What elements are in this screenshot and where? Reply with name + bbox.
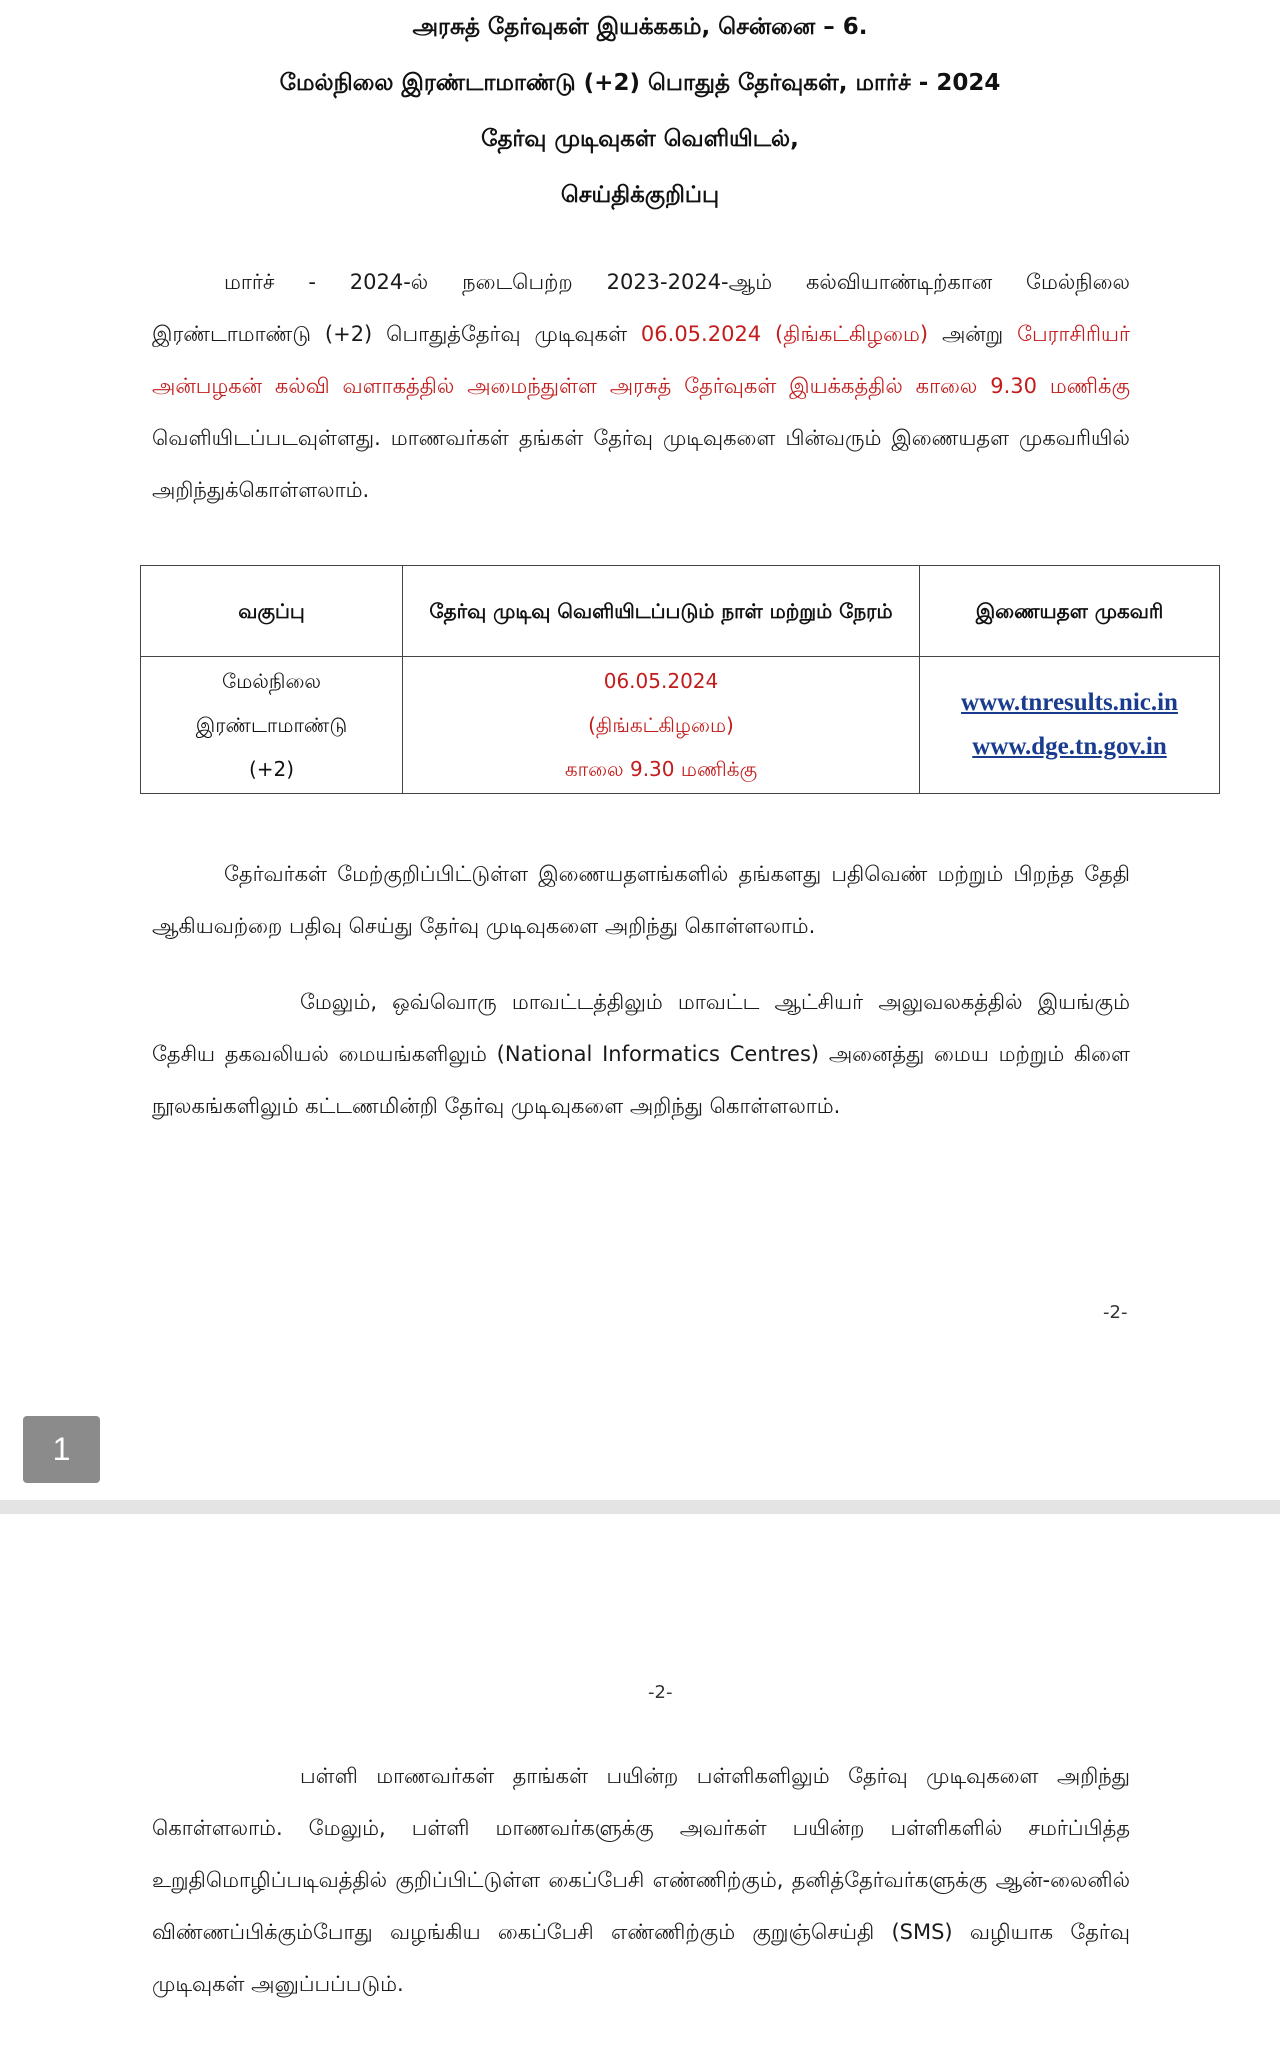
next-page-marker: -2- (1103, 1302, 1128, 1323)
header-department: அரசுத் தேர்வுகள் இயக்ககம், சென்னை – 6. (412, 14, 868, 40)
results-access-text: தேர்வர்கள் மேற்குறிப்பிட்டுள்ள இணையதளங்களில் தங்களது பதிவெண் மற்றும் பிறந்த தேதி ஆகியவற்றை பதிவு செய்து தேர்வு முடிவுகளை அறிந்து கொள்ளலாம். (152, 862, 1130, 938)
class-cell (141, 657, 403, 794)
tnresults-link[interactable]: www.tnresults.nic.in (961, 689, 1178, 716)
intro-text-1: மார்ச் - 2024-ல் நடைபெற்ற 2023-2024-ஆம் கல்வியாண்டிற்கான மேல்நிலை இரண்டாமாண்டு (+2) பொதுத்தேர்வு முடிவுகள் (152, 270, 1130, 346)
release-time: காலை 9.30 மணிக்கு (564, 757, 758, 781)
header-class: வகுப்பு (141, 566, 403, 657)
intro-text-2: அன்று (928, 322, 1018, 346)
header-press-release: செய்திக்குறிப்பு (560, 182, 720, 208)
page-2-paragraph (152, 1750, 1130, 2010)
website-cell (920, 657, 1220, 794)
results-table (140, 565, 1220, 794)
intro-paragraph (152, 256, 1130, 516)
class-line-3: (+2) (248, 757, 295, 781)
intro-date: 06.05.2024 (திங்கட்கிழமை) (640, 322, 929, 346)
intro-location: பேராசிரியர் அன்பழகன் கல்வி வளாகத்தில் அமைந்துள்ள அரசுத் தேர்வுகள் இயக்கத்தில் காலை 9.30 மணிக்கு (152, 322, 1131, 398)
header-date-time: தேர்வு முடிவு வெளியிடப்படும் நாள் மற்றும் நேரம் (403, 566, 920, 657)
nic-paragraph (152, 976, 1130, 1132)
header-website: இணையதள முகவரி (920, 566, 1220, 657)
page-2-text: பள்ளி மாணவர்கள் தாங்கள் பயின்ற பள்ளிகளிலும் தேர்வு முடிவுகளை அறிந்து கொள்ளலாம். மேலும், பள்ளி மாணவர்களுக்கு அவர்கள் பயின்ற பள்ளிகளில் சமர்ப்பித்த உறுதிமொழிப்படிவத்தில் குறிப்பிட்டுள்ள கைப்பேசி எண்ணிற்கும், தனித்தேர்வர்களுக்கு ஆன்-லைனில் விண்ணப்பிக்கும்போது வழங்கிய கைப்பேசி எண்ணிற்கும் குறுஞ்செய்தி (SMS) வழியாக தேர்வு முடிவுகள் அனுப்பப்படும். (152, 1764, 1130, 1996)
header-exam-title: மேல்நிலை இரண்டாமாண்டு (+2) பொதுத் தேர்வுகள், மார்ச் - 2024 (279, 70, 1001, 96)
table-header-row (141, 566, 1220, 657)
table-row (141, 657, 1220, 794)
page-2-marker: -2- (648, 1682, 673, 1703)
class-line-2: இரண்டாமாண்டு (195, 713, 348, 737)
class-line-1: மேல்நிலை (222, 669, 321, 693)
release-date: 06.05.2024 (603, 669, 719, 693)
intro-text-3: வெளியிடப்படவுள்ளது. மாணவர்கள் தங்கள் தேர்வு முடிவுகளை பின்வரும் இணையதள முகவரியில் அறிந்துக்கொள்ளலாம். (152, 426, 1130, 502)
page-number-badge[interactable]: 1 (23, 1416, 100, 1483)
date-time-cell (403, 657, 920, 794)
results-access-paragraph (152, 848, 1130, 952)
page-2 (0, 1514, 1280, 2072)
nic-text: மேலும், ஒவ்வொரு மாவட்டத்திலும் மாவட்ட ஆட்சியர் அலுவலகத்தில் இயங்கும் தேசிய தகவலியல் மையங்களிலும் (National Informatics Centres) அனைத்து மைய மற்றும் கிளை நூலகங்களிலும் கட்டணமின்றி தேர்வு முடிவுகளை அறிந்து கொள்ளலாம். (152, 990, 1130, 1118)
release-day: (திங்கட்கிழமை) (588, 713, 734, 737)
dge-link[interactable]: www.dge.tn.gov.in (972, 733, 1167, 760)
header-results-release: தேர்வு முடிவுகள் வெளியிடல், (481, 126, 799, 152)
